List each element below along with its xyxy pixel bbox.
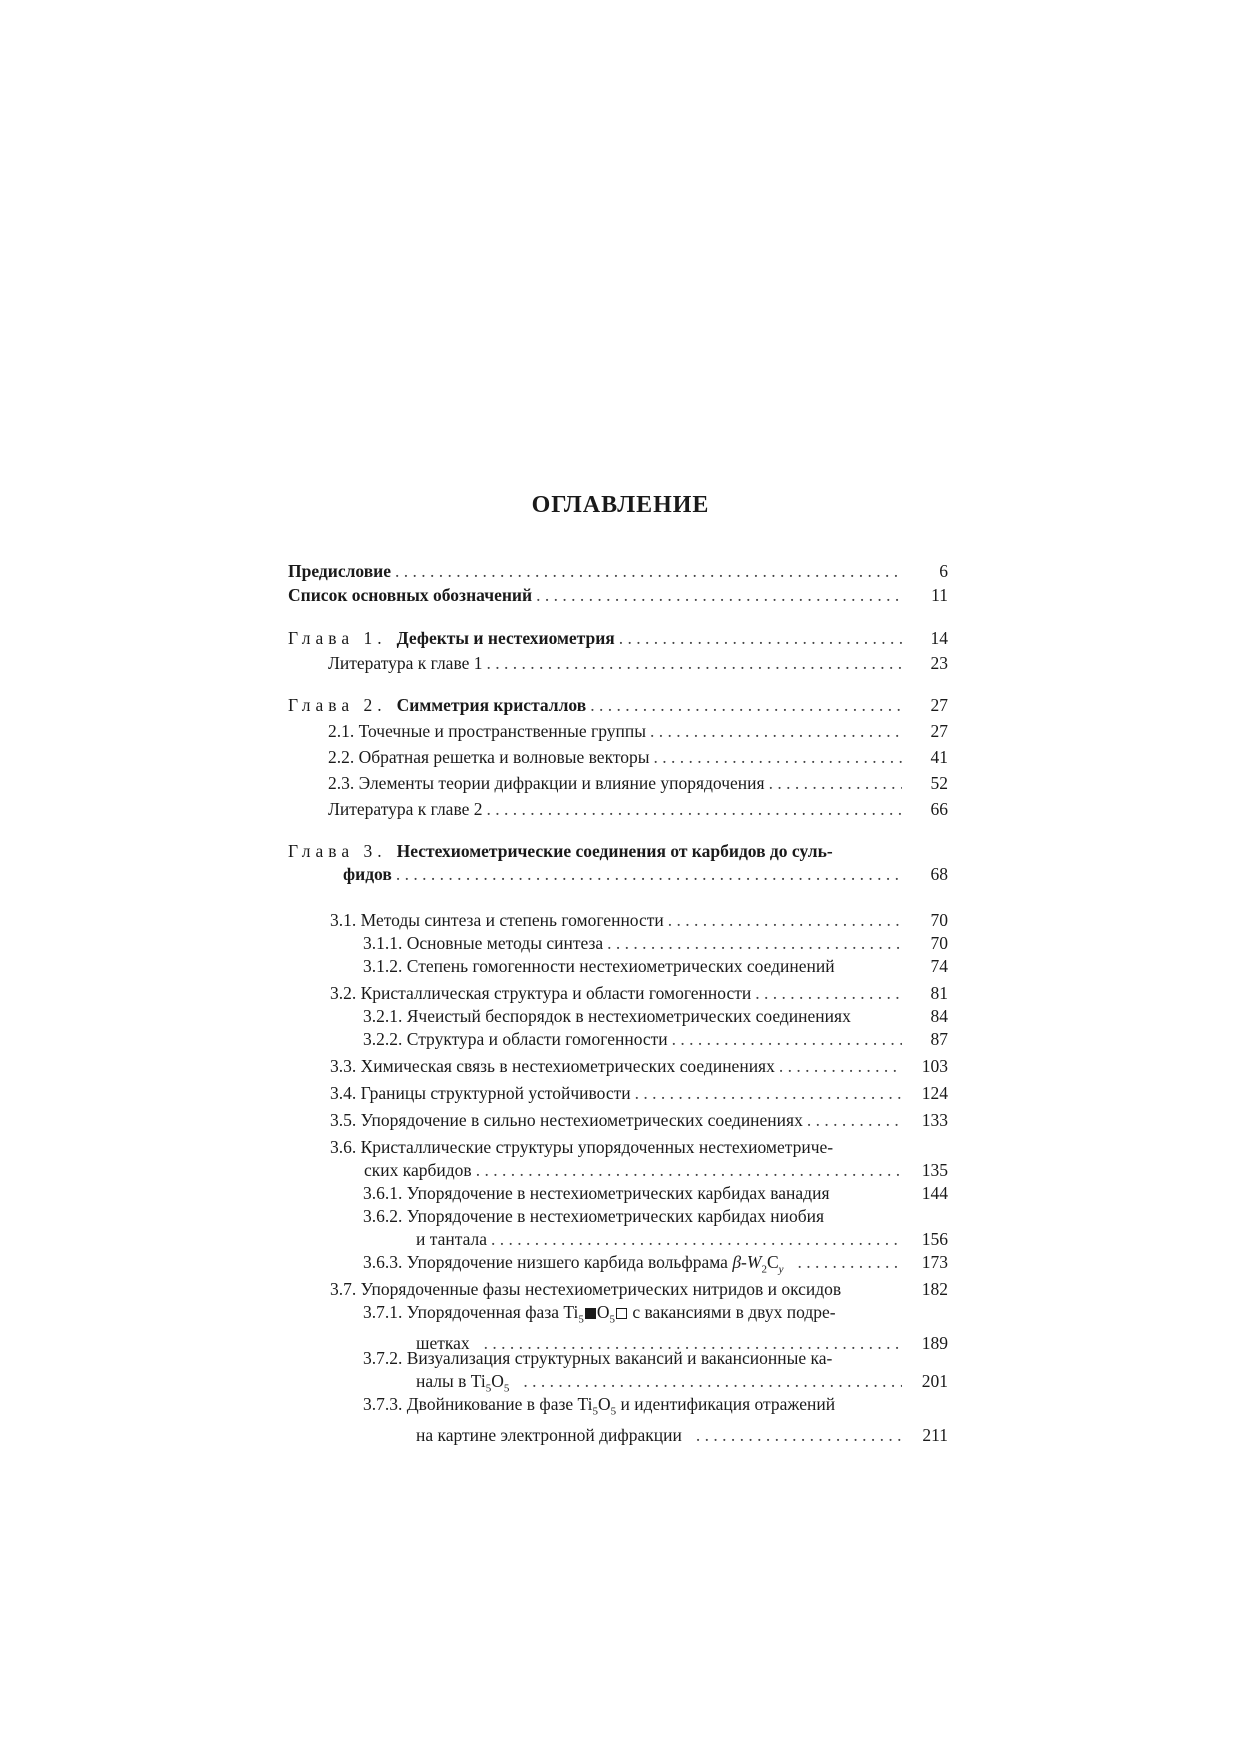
entry-page: 182 (921, 1279, 948, 1299)
toc-entry-section-3-6-3[interactable] (288, 1251, 948, 1282)
toc-entry-chapter-3[interactable] (288, 840, 948, 886)
entry-page: 74 (930, 956, 948, 976)
entry-page: 66 (930, 799, 948, 819)
chapter-prefix: Глава 1. (288, 628, 387, 648)
entry-label-line-1c: и идентификация отражений (620, 1394, 836, 1414)
toc-entry-section-2-1[interactable] (288, 720, 948, 743)
entry-page: 41 (930, 747, 948, 767)
entry-label-line-1: 3.7.2. Визуализация структурных вакансий и вакансионные ка- (363, 1348, 833, 1368)
entry-label: 3.6.3. Упорядочение низшего карбида вольфрама (363, 1252, 728, 1272)
entry-label-line-2b: O (491, 1371, 504, 1391)
toc-entry-section-3-1-1[interactable] (288, 932, 948, 955)
toc-entry-chapter-1[interactable] (288, 627, 948, 650)
entry-label-b: O (596, 1302, 610, 1322)
page-title: ОГЛАВЛЕНИЕ (531, 492, 710, 518)
toc-entry-section-3-1-2[interactable] (288, 955, 948, 978)
entry-label-a: 3.7.1. Упорядоченная фаза Ti (363, 1302, 579, 1322)
entry-page: 211 (922, 1424, 948, 1445)
formula-subscript: 5 (578, 1313, 584, 1326)
entry-label: Симметрия кристаллов (396, 695, 587, 715)
entry-label-line-1a: 3.7.3. Двойникование в фазе Ti (363, 1394, 593, 1414)
toc-entry-section-2-2[interactable] (288, 746, 948, 769)
formula: β-W (732, 1252, 762, 1272)
toc-entry-section-3-6[interactable] (288, 1136, 948, 1182)
toc-entry-preface[interactable] (288, 560, 948, 583)
entry-label-line-1: Нестехиометрические соединения от карбидов до суль- (396, 841, 833, 861)
chapter-prefix: Глава 2. (288, 695, 387, 715)
entry-label: 3.1.1. Основные методы синтеза (363, 933, 604, 953)
entry-label: 2.3. Элементы теории дифракции и влияние упорядочения (328, 773, 765, 793)
entry-label: 3.1.2. Степень гомогенности нестехиометрических соединений (363, 956, 835, 976)
entry-label: 2.1. Точечные и пространственные группы (328, 721, 646, 741)
formula-subscript-y: y (778, 1263, 784, 1276)
toc-entry-section-3-6-2[interactable] (288, 1205, 948, 1251)
toc-entry-section-3-7-3[interactable] (288, 1393, 948, 1447)
entry-label-line-2: на картине электронной дифракции (416, 1424, 682, 1445)
entry-page: 173 (921, 1252, 948, 1272)
formula-subscript: 5 (592, 1405, 598, 1418)
entry-page: 11 (931, 585, 948, 605)
entry-page: 6 (939, 561, 948, 581)
entry-label: 3.4. Границы структурной устойчивости (330, 1083, 631, 1103)
entry-label: Дефекты и нестехиометрия (396, 628, 615, 648)
entry-page: 23 (930, 653, 948, 673)
entry-page: 68 (930, 864, 948, 884)
entry-label-line-2: и тантала (416, 1229, 488, 1249)
entry-label: 3.6.1. Упорядочение в нестехиометрических карбидах ванадия (363, 1183, 830, 1203)
entry-label: 3.5. Упорядочение в сильно нестехиометрических соединениях (330, 1110, 803, 1130)
formula-subscript: 5 (485, 1382, 492, 1395)
formula-subscript: 5 (609, 1313, 615, 1326)
chapter-prefix: Глава 3. (288, 841, 387, 861)
entry-label-c: с вакансиями в двух подре- (632, 1302, 836, 1322)
entry-page: 52 (930, 773, 948, 793)
toc-entry-section-3-7[interactable] (288, 1278, 948, 1301)
entry-page: 70 (930, 910, 948, 930)
entry-page: 144 (921, 1183, 948, 1203)
entry-page: 156 (921, 1229, 948, 1249)
toc-entry-section-3-6-1[interactable] (288, 1182, 948, 1205)
entry-label: Литература к главе 2 (328, 799, 483, 819)
entry-label: 3.3. Химическая связь в нестехиометрических соединениях (330, 1056, 775, 1076)
toc-entry-section-3-5[interactable] (288, 1109, 948, 1132)
formula-subscript: 5 (503, 1382, 510, 1395)
entry-label: 3.1. Методы синтеза и степень гомогенности (330, 910, 664, 930)
entry-page: 81 (930, 983, 948, 1003)
toc-entry-symbols[interactable] (288, 584, 948, 607)
toc-entry-section-3-4[interactable] (288, 1082, 948, 1105)
toc-entry-section-3-1[interactable] (288, 909, 948, 932)
entry-page: 124 (921, 1083, 948, 1103)
entry-page: 27 (930, 721, 948, 741)
entry-page: 201 (921, 1371, 948, 1391)
entry-label-line-2a: налы в Ti (416, 1371, 486, 1391)
toc-entry-section-3-2[interactable] (288, 982, 948, 1005)
entry-label: 2.2. Обратная решетка и волновые векторы (328, 747, 650, 767)
entry-label: 3.2.1. Ячеистый беспорядок в нестехиометрических соединениях (363, 1006, 851, 1026)
entry-page: 84 (930, 1006, 948, 1026)
toc-entry-section-3-2-2[interactable] (288, 1028, 948, 1051)
entry-page: 135 (921, 1160, 948, 1180)
formula-part: C (766, 1252, 779, 1272)
entry-page: 27 (930, 695, 948, 715)
formula-subscript: 5 (610, 1405, 617, 1418)
toc-entry-section-3-3[interactable] (288, 1055, 948, 1078)
empty-square-icon (616, 1308, 627, 1319)
entry-page: 189 (921, 1332, 948, 1353)
toc-entry-chapter-2[interactable] (288, 694, 948, 717)
entry-label-line-2: шетках (416, 1332, 470, 1353)
entry-page: 103 (921, 1056, 948, 1076)
entry-label-line-1: 3.6. Кристаллические структуры упорядоченных нестехиометриче- (330, 1137, 834, 1157)
entry-label: Литература к главе 1 (328, 653, 483, 673)
entry-page: 133 (921, 1110, 948, 1130)
entry-page: 14 (930, 628, 948, 648)
toc-entry-section-2-3[interactable] (288, 772, 948, 795)
entry-label: 3.2. Кристаллическая структура и области гомогенности (330, 983, 752, 1003)
entry-label-line-2: ских карбидов (364, 1160, 472, 1180)
toc-entry-chapter-2-literature[interactable] (288, 798, 948, 821)
formula-subscript: 2 (761, 1263, 767, 1276)
filled-square-icon (585, 1308, 596, 1319)
entry-label: Предисловие (288, 561, 392, 581)
entry-label: 3.7. Упорядоченные фазы нестехиометрических нитридов и оксидов (330, 1279, 842, 1299)
entry-page: 70 (930, 933, 948, 953)
entry-label-line-1b: O (597, 1394, 611, 1414)
entry-page: 87 (930, 1029, 948, 1049)
entry-label-line-2: фидов (343, 864, 392, 884)
entry-label-line-1: 3.6.2. Упорядочение в нестехиометрических карбидах ниобия (363, 1206, 825, 1226)
toc-entry-chapter-1-literature[interactable] (288, 652, 948, 675)
entry-label: 3.2.2. Структура и области гомогенности (363, 1029, 668, 1049)
entry-label: Список основных обозначений (288, 585, 533, 605)
toc-entry-section-3-2-1[interactable] (288, 1005, 948, 1028)
